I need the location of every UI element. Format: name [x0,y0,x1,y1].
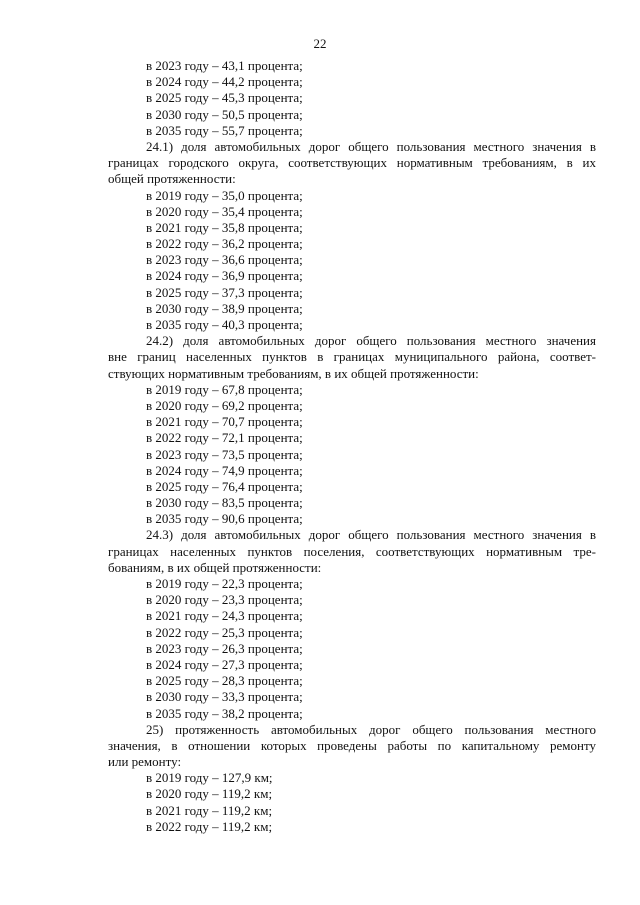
list-item: в 2035 году – 40,3 процента; [146,317,303,332]
list-item: в 2024 году – 74,9 процента; [146,462,303,478]
paragraph-line: 24.3) доля автомобильных дорог общего пользования местного значения в [146,527,596,543]
paragraph [108,722,596,771]
list-item: в 2024 году – 36,9 процента; [146,268,303,284]
list-item: в 2022 году – 36,2 процента; [146,236,303,252]
list-item: в 2019 году – 35,0 процента; [146,187,303,203]
list-item: в 2023 году – 36,6 процента; [146,252,303,268]
paragraph [108,527,596,576]
list-item: в 2022 году – 119,2 км; [146,818,273,834]
list-item: в 2019 году – 127,9 км; [146,770,273,786]
document-body [108,58,596,835]
list-item: в 2023 году – 73,5 процента; [146,446,303,462]
list-item: в 2020 году – 23,3 процента; [146,592,303,608]
list-item: в 2023 году – 43,1 процента; [146,58,303,73]
list-item: в 2023 году – 26,3 процента; [146,640,303,656]
list-item: в 2019 году – 22,3 процента; [146,576,303,591]
paragraph-line: 24.1) доля автомобильных дорог общего пользования местного значения в [146,138,596,154]
list-item: в 2024 году – 44,2 процента; [146,74,303,90]
list-item: в 2021 году – 35,8 процента; [146,219,303,235]
list-item: в 2021 году – 119,2 км; [146,802,273,818]
list-item: в 2035 году – 38,2 процента; [146,705,303,721]
list-item: в 2025 году – 45,3 процента; [146,90,303,106]
list-item: в 2025 году – 37,3 процента; [146,284,303,300]
paragraph [108,139,596,188]
list-item: в 2021 году – 24,3 процента; [146,608,303,624]
list-item: в 2021 году – 70,7 процента; [146,414,303,430]
list-item: в 2030 году – 33,3 процента; [146,689,303,705]
paragraph-line: 25) протяженность автомобильных дорог общего пользования местного [146,721,596,737]
list-item: в 2025 году – 76,4 процента; [146,478,303,494]
paragraph-line: общей протяженности: [108,171,236,187]
list-item: в 2024 году – 27,3 процента; [146,656,303,672]
paragraph-line: 24.2) доля автомобильных дорог общего пользования местного значения [146,333,596,349]
list-item: в 2020 году – 69,2 процента; [146,397,303,413]
list-item: в 2022 году – 72,1 процента; [146,430,303,446]
paragraph [108,333,596,382]
paragraph-line: или ремонту: [108,754,182,770]
list-item: в 2035 году – 55,7 процента; [146,122,303,138]
list-item: в 2030 году – 38,9 процента; [146,300,303,316]
list-item: в 2019 году – 67,8 процента; [146,381,303,397]
list-item: в 2035 году – 90,6 процента; [146,511,303,527]
paragraph-line: значения, в отношении которых проведены работы по капитальному ремонту [108,737,596,753]
paragraph-line: вне границ населенных пунктов в границах муниципального района, соответ- [108,349,596,365]
paragraph-line: ствующих нормативным требованиям, в их общей протяженности: [108,365,479,381]
list-item: в 2030 году – 83,5 процента; [146,495,303,511]
list-item: в 2020 году – 35,4 процента; [146,203,303,219]
list-item: в 2020 году – 119,2 км; [146,786,273,802]
paragraph-line: бованиям, в их общей протяженности: [108,559,322,575]
list-item: в 2025 году – 28,3 процента; [146,673,303,689]
list-item: в 2022 году – 25,3 процента; [146,624,303,640]
paragraph-line: границах населенных пунктов поселения, соответствующих нормативным тре- [108,543,596,559]
page-number: 22 [313,36,327,51]
paragraph-line: границах городского округа, соответствующих нормативным требованиям, в их [108,155,596,171]
list-item: в 2030 году – 50,5 процента; [146,106,303,122]
